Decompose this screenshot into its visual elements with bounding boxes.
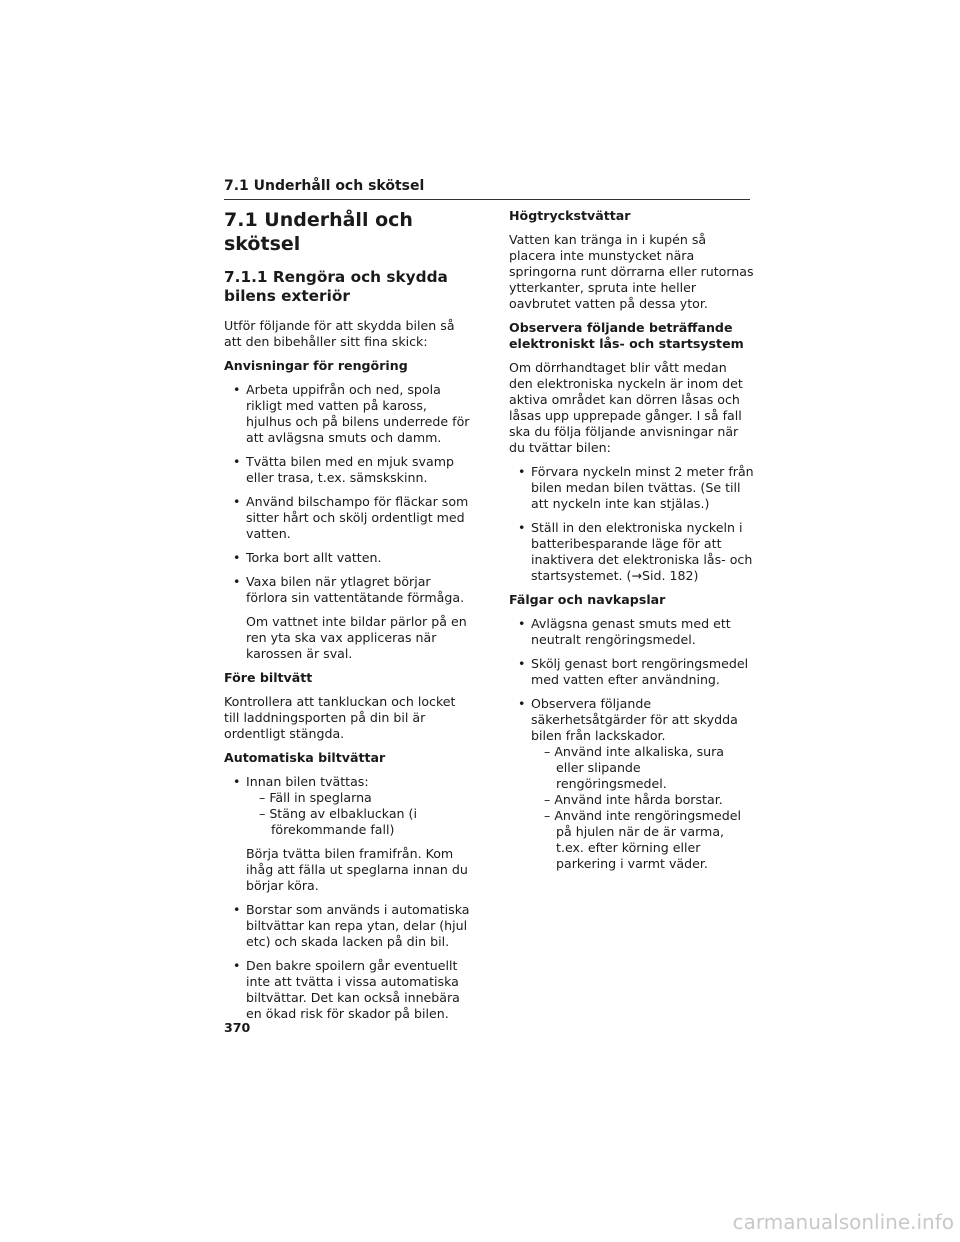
- dash-item: – Fäll in speglarna: [246, 790, 472, 806]
- list-item: • Observera följande säkerhetsåtgärder för att skydda bilen från lackskador. – Använd inte alkaliska, sura eller slipande rengöringsmedel. – Använd inte hårda borstar. – Använd inte rengöringsmedel på hjulen när de är varma, t.ex. efter körning eller parkering i varmt väder.: [509, 696, 754, 872]
- subheading-smart-key: Observera följande beträffande elektroniskt lås- och startsystem: [509, 320, 744, 351]
- smart-key-paragraph: Om dörrhandtaget blir vått medan den elektroniska nyckeln är inom det aktiva området kan dörren låsas och låsas upp upprepade gånger. I så fall ska du följa följande anvisningar när du tvättar bilen:: [509, 360, 743, 455]
- smart-key-list: [509, 464, 754, 584]
- subheading-automatic-wash: Automatiska biltvättar: [224, 750, 386, 765]
- pressure-washer-paragraph: Vatten kan tränga in i kupén så placera inte munstycket nära springorna runt dörrarna eller rutornas ytterkanter, spruta inte heller oavbrutet vatten på dessa ytor.: [509, 232, 754, 311]
- list-item: • Skölj genast bort rengöringsmedel med vatten efter användning.: [509, 656, 754, 688]
- list-item: • Vaxa bilen när ytlagret börjar förlora sin vattentätande förmåga. Om vattnet inte bildar pärlor på en ren yta ska vax appliceras när karossen är sval.: [224, 574, 472, 662]
- list-item: • Avlägsna genast smuts med ett neutralt rengöringsmedel.: [509, 616, 754, 648]
- list-item: • Tvätta bilen med en mjuk svamp eller trasa, t.ex. sämskskinn.: [224, 454, 472, 486]
- dash-list: [246, 790, 472, 838]
- list-item: • Innan bilen tvättas: – Fäll in speglarna – Stäng av elbakluckan (i förekommande fall) Börja tvätta bilen framifrån. Kom ihåg att fälla ut speglarna innan du börjar köra.: [224, 774, 472, 894]
- list-item-continuation: Börja tvätta bilen framifrån. Kom ihåg att fälla ut speglarna innan du börjar köra.: [246, 846, 468, 893]
- list-item: • Borstar som används i automatiska biltvättar kan repa ytan, delar (hjul etc) och skada lacken på din bil.: [224, 902, 472, 950]
- watermark: carmanualsonline.info: [732, 1210, 954, 1234]
- automatic-wash-list: [224, 774, 472, 1022]
- subheading-cleaning: Anvisningar för rengöring: [224, 358, 408, 373]
- dash-item: – Stäng av elbakluckan (i förekommande fall): [246, 806, 472, 838]
- subheading-wheels: Fälgar och navkapslar: [509, 592, 666, 607]
- before-wash-paragraph: Kontrollera att tankluckan och locket till laddningsporten på din bil är ordentligt stängda.: [224, 694, 456, 741]
- subheading-before-wash: Före biltvätt: [224, 670, 313, 685]
- page-number: 370: [224, 1020, 251, 1035]
- list-item-continuation: Om vattnet inte bildar pärlor på en ren yta ska vax appliceras när karossen är sval.: [246, 614, 467, 661]
- running-header: 7.1 Underhåll och skötsel: [224, 178, 750, 200]
- dash-item: – Använd inte alkaliska, sura eller slipande rengöringsmedel.: [531, 744, 754, 792]
- subheading-pressure-washer: Högtryckstvättar: [509, 208, 631, 223]
- list-item: • Torka bort allt vatten.: [224, 550, 472, 566]
- list-item: • Förvara nyckeln minst 2 meter från bilen medan bilen tvättas. (Se till att nyckeln inte kan stjälas.): [509, 464, 754, 512]
- wheels-list: [509, 616, 754, 872]
- right-column: [509, 208, 754, 880]
- list-item: • Den bakre spoilern går eventuellt inte att tvätta i vissa automatiska biltvättar. Det kan också innebära en ökad risk för skador på bilen.: [224, 958, 472, 1022]
- dash-item: – Använd inte rengöringsmedel på hjulen när de är varma, t.ex. efter körning eller parkering i varmt väder.: [531, 808, 754, 872]
- list-item: • Ställ in den elektroniska nyckeln i batteribesparande läge för att inaktivera det elektroniska lås- och startsystemet. (→Sid. 182): [509, 520, 754, 584]
- chapter-title: 7.1 Underhåll och skötsel: [224, 209, 413, 255]
- intro-paragraph: Utför följande för att skydda bilen så att den bibehåller sitt fina skick:: [224, 318, 455, 349]
- left-column: [224, 208, 472, 1030]
- section-title: 7.1.1 Rengöra och skydda bilens exteriör: [224, 268, 448, 305]
- dash-list: [531, 744, 754, 872]
- dash-item: – Använd inte hårda borstar.: [531, 792, 754, 808]
- list-item: • Använd bilschampo för fläckar som sitter hårt och skölj ordentligt med vatten.: [224, 494, 472, 542]
- list-item: • Arbeta uppifrån och ned, spola rikligt med vatten på kaross, hjulhus och på bilens underrede för att avlägsna smuts och damm.: [224, 382, 472, 446]
- cleaning-list: [224, 382, 472, 662]
